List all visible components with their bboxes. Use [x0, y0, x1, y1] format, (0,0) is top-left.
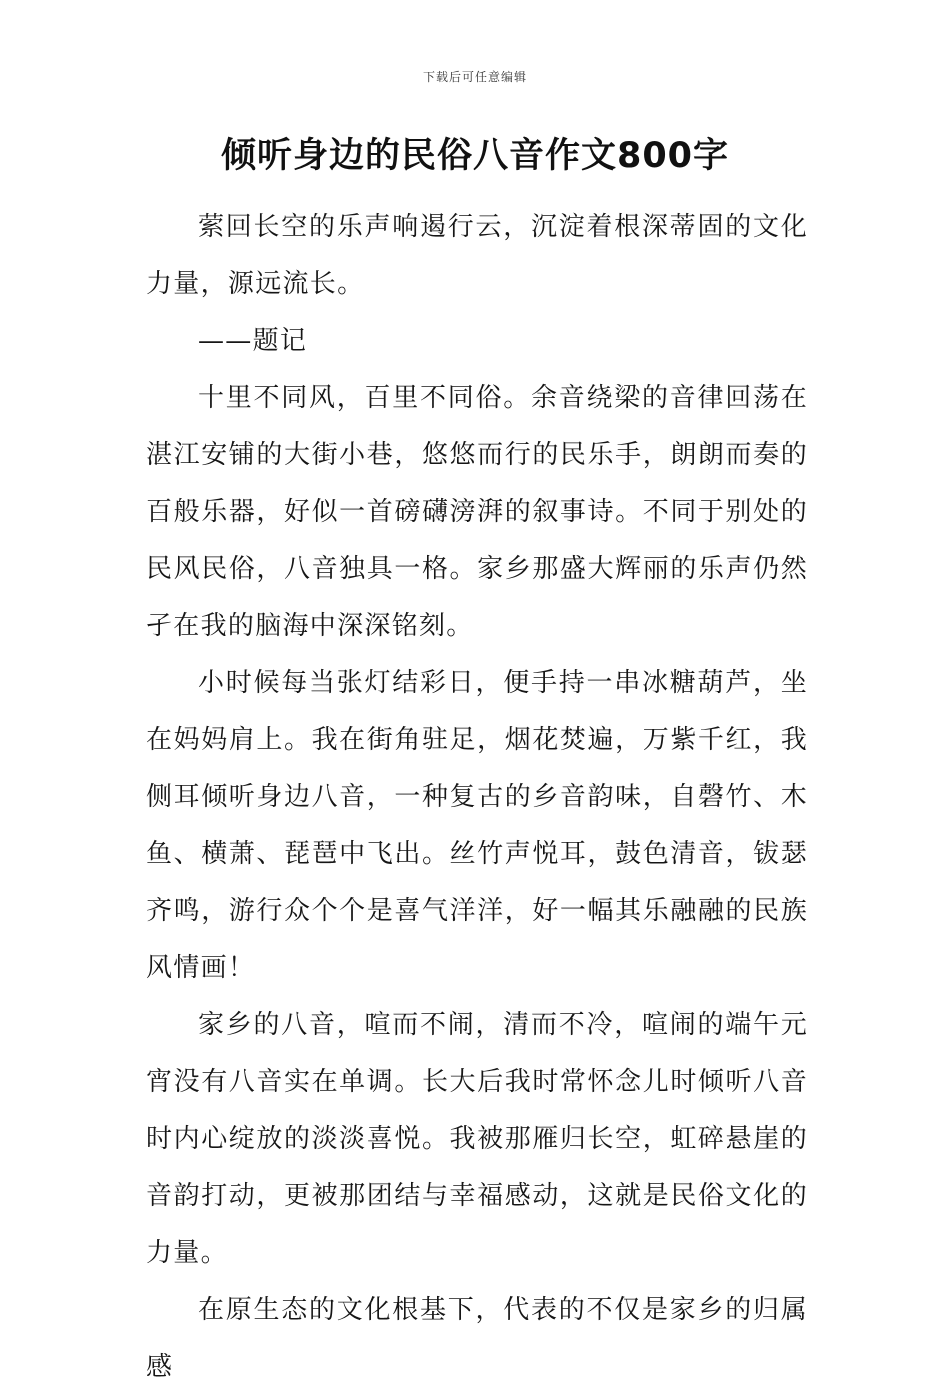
page-title: 倾听身边的民俗八音作文800字: [220, 136, 730, 176]
paragraph-epigraph-attribution: ——题记: [198, 326, 308, 356]
article-body: [146, 199, 808, 1396]
paragraph: 家乡的八音，喧而不闹，清而不冷，喧闹的端午元宵没有八音实在单调。长大后我时常怀念儿时倾听八音时内心绽放的淡淡喜悦。我被那雁归长空，虹碎悬崖的音韵打动，更被那团结与幸福感动，这就是民俗文化的力量。: [146, 1010, 808, 1268]
header-note: 下载后可任意编辑: [422, 70, 527, 84]
paragraph: 十里不同风，百里不同俗。余音绕梁的音律回荡在湛江安铺的大街小巷，悠悠而行的民乐手，朗朗而奏的百般乐器，好似一首磅礴滂湃的叙事诗。不同于别处的民风民俗，八音独具一格。家乡那盛大辉丽的乐声仍然孑在我的脑海中深深铭刻。: [146, 383, 808, 641]
paragraph-epigraph: 萦回长空的乐声响遏行云，沉淀着根深蒂固的文化力量，源远流长。: [146, 212, 808, 299]
paragraph: 小时候每当张灯结彩日，便手持一串冰糖葫芦，坐在妈妈肩上。我在街角驻足，烟花焚遍，万紫千红，我侧耳倾听身边八音，一种复古的乡音韵味，自磬竹、木鱼、横萧、琵琶中飞出。丝竹声悦耳，鼓色清音，钹瑟齐鸣，游行众个个是喜气洋洋，好一幅其乐融融的民族风情画！: [146, 668, 808, 983]
paragraph: 在原生态的文化根基下，代表的不仅是家乡的归属感: [146, 1295, 808, 1382]
